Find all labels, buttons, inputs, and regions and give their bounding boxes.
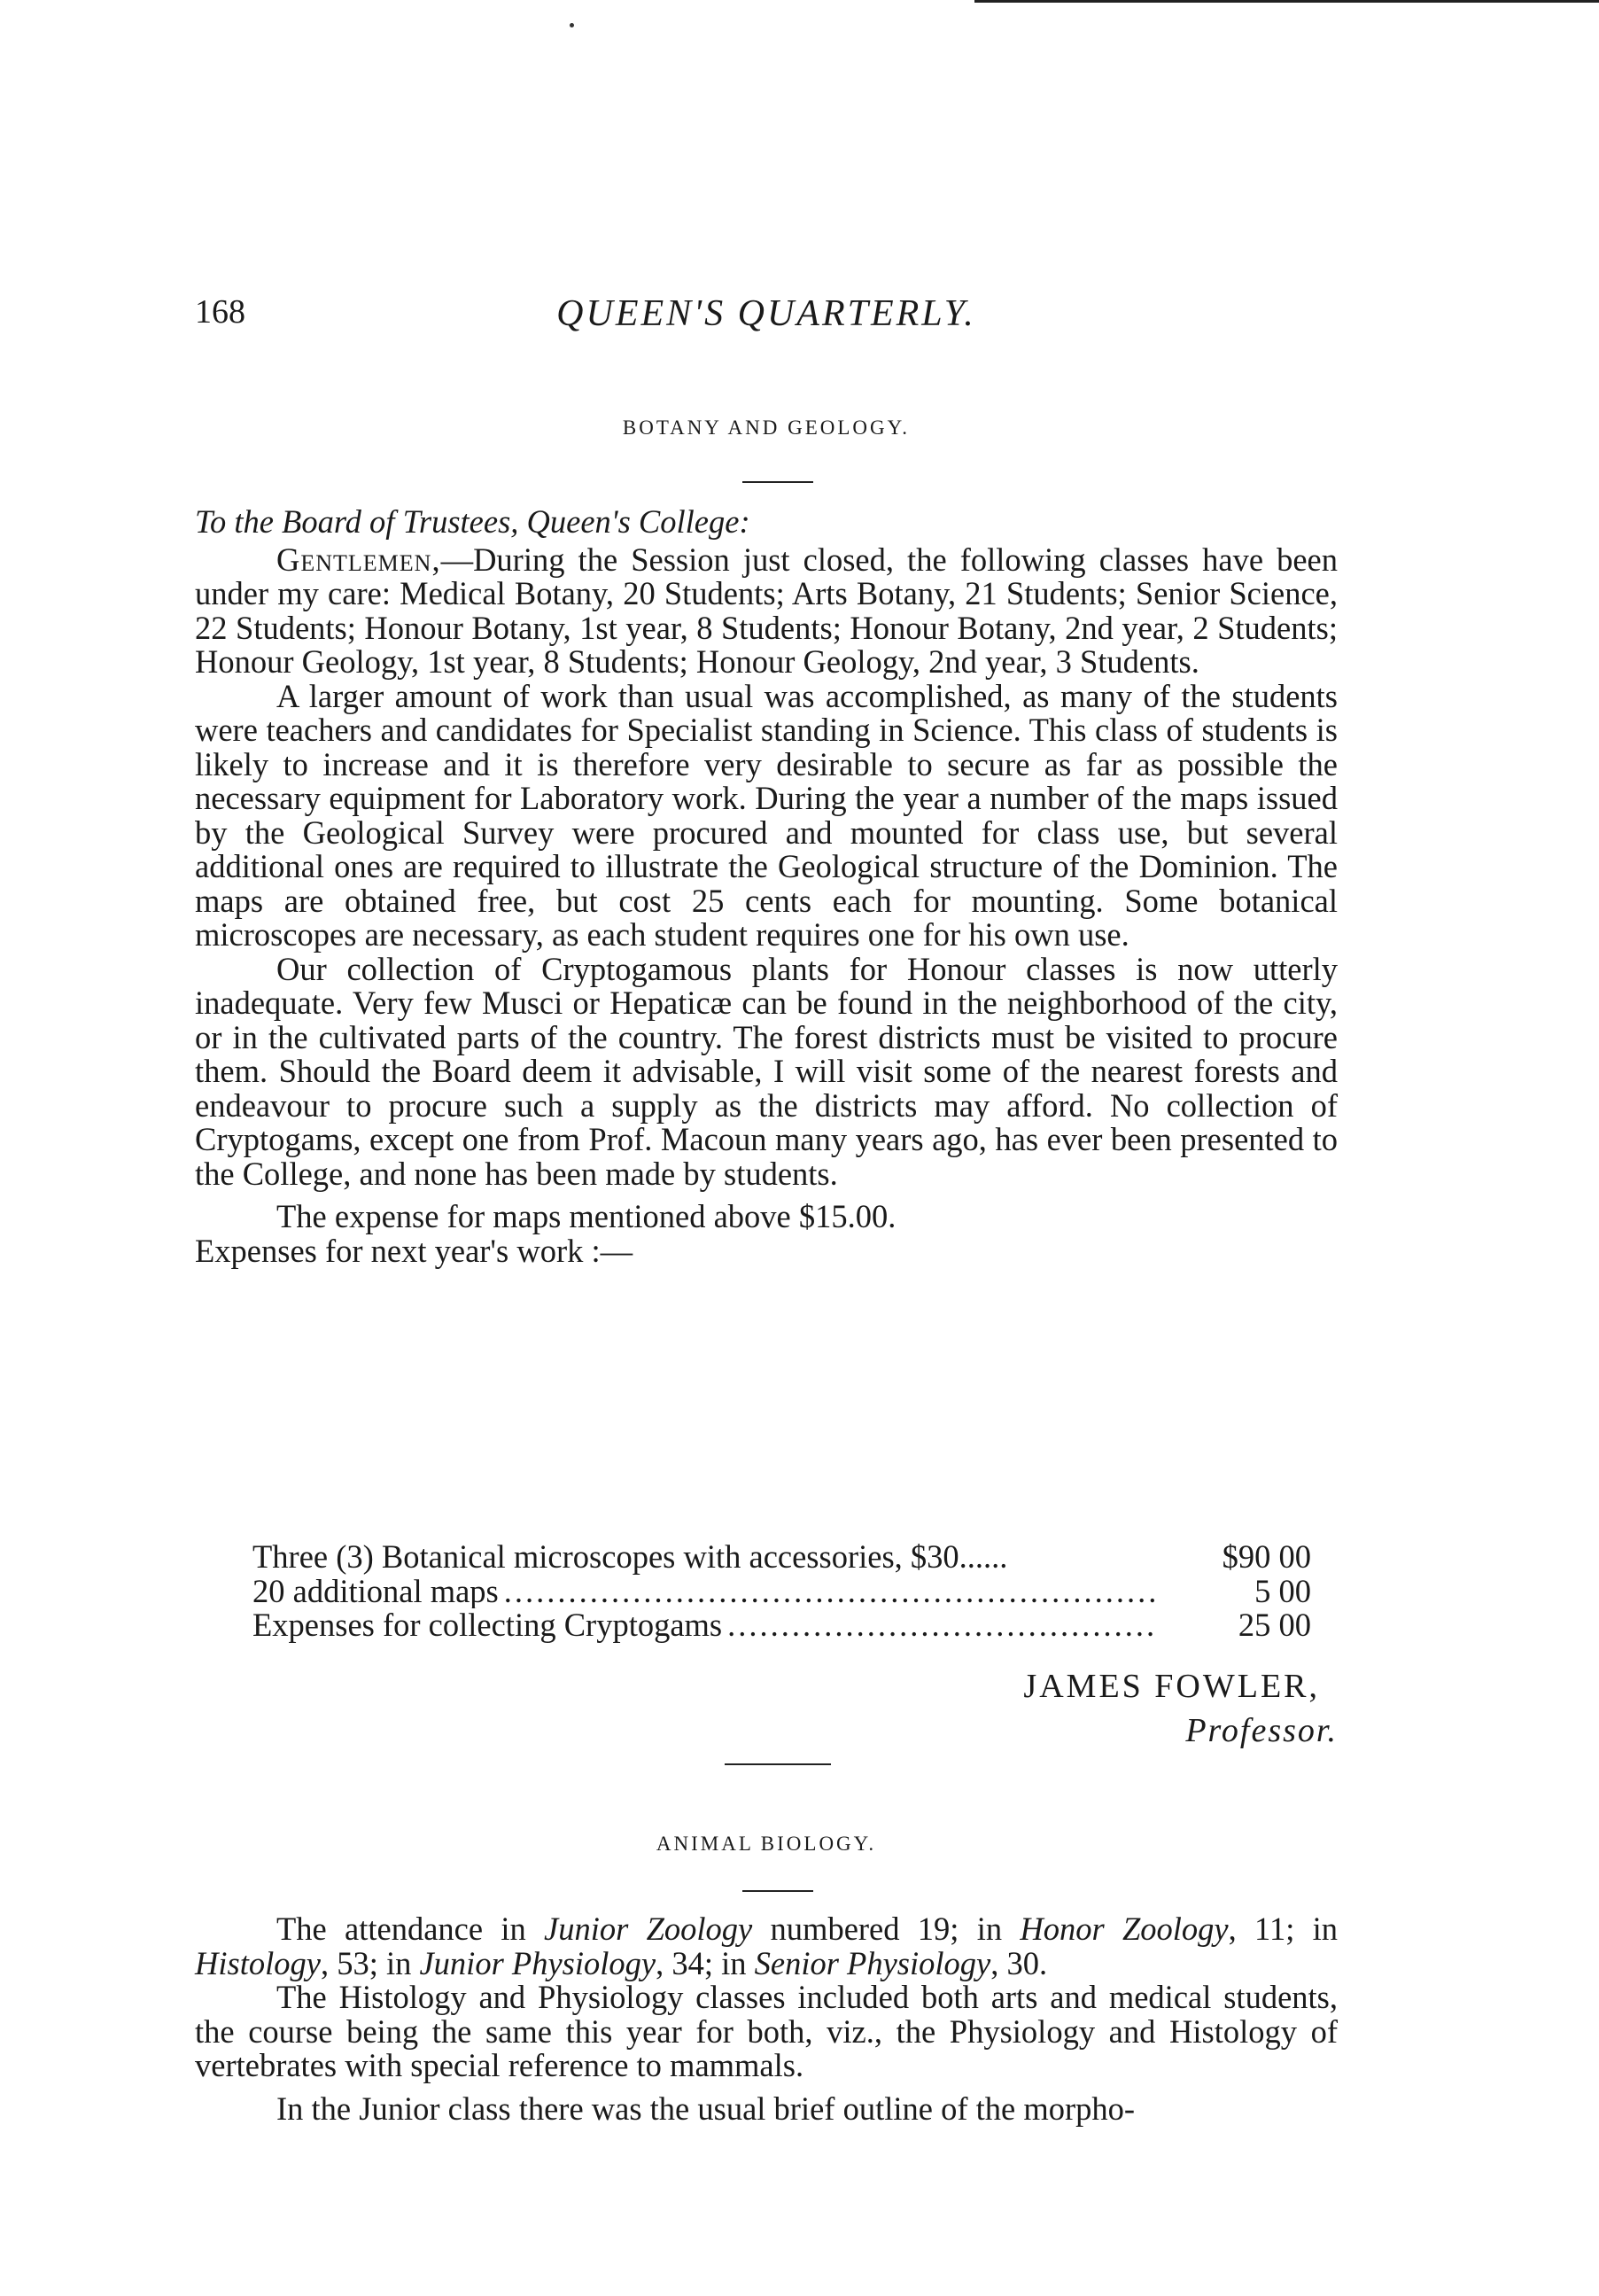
- paragraph: In the Junior class there was the usual brief outline of the morpho-: [276, 2090, 1136, 2127]
- paragraph: The expense for maps mentioned above $15.00.: [276, 1198, 897, 1234]
- section-heading-botany: BOTANY AND GEOLOGY.: [622, 416, 911, 439]
- paragraph: Expenses for next year's work :—: [195, 1232, 633, 1269]
- biology-report-body: [195, 1912, 1338, 2126]
- course-name: Junior Physiology: [419, 1944, 656, 1981]
- salutation: To the Board of Trustees, Queen's College:: [195, 503, 750, 540]
- section-divider: [742, 1890, 813, 1892]
- dot-leader: [504, 1575, 1155, 1609]
- botany-report-body: [195, 505, 1338, 1268]
- expense-label: 20 additional maps: [252, 1574, 499, 1608]
- course-name: Honor Zoology: [1020, 1911, 1229, 1947]
- ink-speck: [570, 23, 574, 27]
- page-header: [195, 292, 1338, 346]
- course-name: Senior Physiology: [754, 1944, 991, 1981]
- expense-row: [252, 1575, 1311, 1609]
- expense-label: Expenses for collecting Cryptogams: [252, 1608, 723, 1643]
- expense-label: Three (3) Botanical microscopes with accessories, $30......: [252, 1540, 1008, 1575]
- paragraph: Gentlemen,—During the Session just closed, the following classes have been under my care: Medical Botany, 20 Students; Arts Botany, 21 Students; Senior Science, 22 Students; Honour Botany, 1st year, 8 Students; Honour Botany, 2nd year, 2 Students; Honour Geology, 1st year, 8 Students; Honour Geology, 2nd year, 3 Students.: [195, 541, 1338, 680]
- section-divider: [742, 481, 813, 483]
- signature-block: [195, 1664, 1338, 1753]
- expenses-table: [252, 1540, 1311, 1643]
- expense-amount: 25 00: [1238, 1608, 1311, 1643]
- expense-row: [252, 1540, 1311, 1575]
- section-heading-animal-biology: ANIMAL BIOLOGY.: [656, 1833, 877, 1855]
- course-name: Histology: [195, 1944, 321, 1981]
- expense-row: [252, 1608, 1311, 1643]
- paragraph: The attendance in Junior Zoology numbered 19; in Honor Zoology, 11; in Histology, 53; in Junior Physiology, 34; in Senior Physiology, 30.: [195, 1911, 1339, 1981]
- paragraph: A larger amount of work than usual was accomplished, as many of the students were teachers and candidates for Specialist standing in Science. This class of students is likely to increase and it is therefore very desirable to secure as far as possible the necessary equipment for Laboratory work. During the year a number of the maps issued by the Geological Survey were procured and mounted for class use, but several additional ones are required to illustrate the Geological structure of the Dominion. The maps are obtained free, but cost 25 cents each for mounting. Some botanical microscopes are necessary, as each student requires one for his own use.: [195, 677, 1338, 953]
- page-number: 168: [195, 293, 245, 331]
- expense-amount: $90 00: [1222, 1540, 1311, 1575]
- signature-name: JAMES FOWLER,: [1023, 1668, 1320, 1705]
- dot-leader: [727, 1608, 1155, 1643]
- paragraph: Our collection of Cryptogamous plants for Honour classes is now utterly inadequate. Very few Musci or Hepaticæ can be found in the neighborhood of the city, or in the cultivated parts of the country. The forest districts must be visited to procure them. Should the Board deem it advisable, I will visit some of the nearest forests and endeavour to procure such a supply as the districts may afford. No collection of Cryptogams, except one from Prof. Macoun many years ago, has ever been presented to the College, and none has been made by students.: [195, 950, 1338, 1192]
- paragraph: The Histology and Physiology classes included both arts and medical students, the course being the same this year for both, viz., the Physiology and Histology of vertebrates with special reference to mammals.: [195, 1979, 1338, 2083]
- top-border-rule: [974, 0, 1599, 3]
- course-name: Junior Zoology: [544, 1911, 753, 1947]
- salutation-lead: Gentlemen,: [276, 541, 441, 578]
- running-head: QUEEN'S QUARTERLY.: [556, 293, 976, 334]
- signature-title: Professor.: [1185, 1712, 1338, 1749]
- expense-amount: 5 00: [1254, 1574, 1311, 1608]
- section-divider: [725, 1763, 831, 1765]
